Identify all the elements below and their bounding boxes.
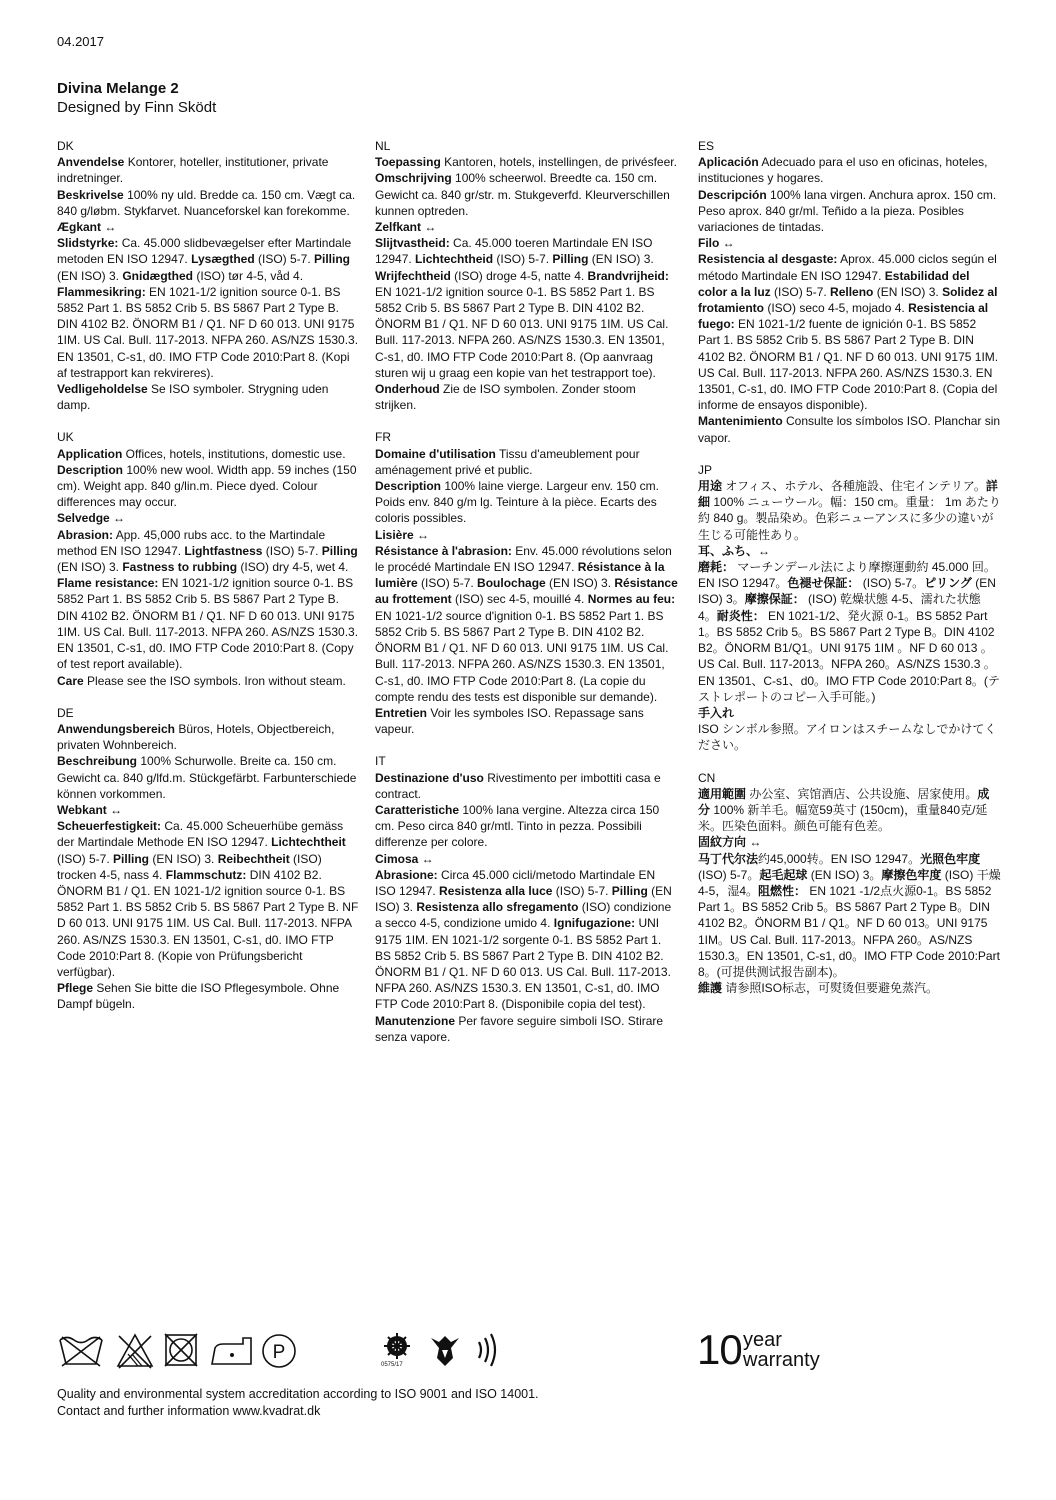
spec-label: Résistance à l'abrasion: (375, 543, 512, 558)
spec-paragraph (698, 478, 1001, 543)
spec-text: EN 1021-1/2、発火源 0-1。BS 5852 Part 1。BS 5852 Crib 5。BS 5867 Part 2 Type B。DIN 4102 B2。ÖNORM B1/Q1。UNI 9175 1IM 。NF D 60 013 。US Cal. Bull. 117-2013。NFPA 260。AS/NZS 1530.3 。EN 13501、C-s1、d0。IMO FTP Code 2010:Part 8。(テストレポートのコピー入手可能。) (698, 608, 1000, 704)
section-uk (57, 429, 360, 688)
european-ecolabel-icon (425, 1332, 465, 1370)
spec-label: Slidstyrke: (57, 236, 119, 251)
spec-label: 用途 (698, 479, 723, 494)
spec-paragraph (57, 187, 360, 219)
spec-paragraph (698, 721, 1001, 753)
spec-label: Selvedge ↔ (57, 511, 126, 526)
iron-low-icon (209, 1332, 255, 1368)
spec-label: Toepassing (375, 155, 441, 170)
spec-label: Wrijfechtheid (375, 268, 451, 283)
spec-paragraph (57, 753, 360, 802)
spec-text: 办公室、宾馆酒店、公共设施、居家使用。 (746, 786, 978, 801)
spec-text: 100% new wool. Width app. 59 inches (150 cm). Weight app. 840 g/lin.m. Piece dyed. Colour differences may occur. (57, 462, 357, 510)
spec-label: Résistance à la lumière (375, 560, 665, 591)
spec-label: 光照色牢度 (920, 851, 981, 866)
footer-accreditation: Quality and environmental system accreditation according to ISO 9001 and ISO 14001. (57, 1387, 539, 1401)
product-name: Divina Melange 2 (57, 80, 179, 97)
spec-label: Resistenza alla luce (439, 883, 553, 898)
spec-text: 100% 新羊毛。幅宽59英寸 (150cm)，重量840克/延米。匹染色面料。颜色可能有色差。 (698, 802, 988, 834)
spec-text: (EN ISO) 3. (375, 883, 672, 915)
spec-paragraph (57, 673, 360, 689)
spec-label: Pflege (57, 981, 94, 996)
spec-text: (ISO) 乾燥状態 4-5、濡れた状態 4。 (698, 592, 981, 623)
section-nl (375, 138, 678, 413)
spec-label: Lysægthed (191, 252, 255, 267)
section-fr (375, 429, 678, 737)
spec-label: Ægkant ↔ (57, 220, 117, 235)
spec-label: 手入れ (698, 705, 735, 720)
spec-paragraph (698, 154, 1001, 186)
spec-label: Application (57, 446, 123, 461)
spec-label: Anwendungsbereich (57, 721, 176, 736)
spec-paragraph (375, 219, 678, 235)
spec-text: EN 1021 -1/2点火源0-1。BS 5852 Part 1。BS 5852 Crib 5。BS 5867 Part 2 Type B。DIN 4102 B2。ÖNORM B1 / Q1。NF D 60 013。UNI 9175 1IM。US Cal. Bull. 117-2013。NFPA 260。AS/NZS 1530.3。EN 13501, C-s1, d0。IMO FTP Code 2010:Part 8。(可提供测试报告副本)。 (698, 883, 1000, 979)
spec-paragraph (375, 867, 678, 1013)
spec-text: 约45,000转。EN ISO 12947。 (758, 851, 921, 866)
spec-label: Manutenzione (375, 1013, 455, 1028)
spec-label: 阻燃性： (758, 883, 807, 898)
spec-paragraph (375, 170, 678, 219)
spec-text: 100% ニューウール。幅：150 cm。重量： 1m あたり約 840 g。製品染め。色彩ニューアンスに多少の違いが生じる可能性あり。 (698, 495, 1001, 542)
spec-paragraph (57, 802, 360, 818)
spec-text: Please see the ISO symbols. Iron without steam. (83, 673, 346, 688)
no-bleach-icon (115, 1332, 155, 1370)
spec-label: Lichtechtheit (271, 835, 346, 850)
spec-paragraph (375, 705, 678, 737)
spec-text: 100% lana vergine. Altezza circa 150 cm. Peso circa 840 gr/mtl. Tinto in pezza. Possibili differenze per colore. (375, 802, 660, 850)
spec-text: Tissu d'ameublement pour aménagement privé et public. (375, 446, 640, 477)
spec-paragraph (375, 381, 678, 413)
spec-text: Büros, Hotels, Objectbereich, privaten Wohnbereich. (57, 721, 335, 753)
spec-text: Env. 45.000 révolutions selon le procédé Martindale EN ISO 12947. (375, 543, 672, 575)
language-code-jp: JP (698, 462, 713, 477)
language-code-cn: CN (698, 770, 716, 785)
spec-label: 马丁代尔法 (698, 851, 759, 866)
spec-text: (ISO) 5-7. (254, 252, 314, 267)
section-de (57, 705, 360, 1013)
wash-40-icon (57, 1332, 105, 1368)
spec-label: Filo ↔ (698, 236, 735, 251)
spec-text: Rivestimento per imbottiti casa e contract. (375, 770, 661, 801)
spec-text: 100% lana virgen. Anchura aprox. 150 cm. Peso aprox. 840 gr/ml. Teñido a la pieza. Posibles variaciones de tintadas. (698, 187, 997, 235)
no-tumble-dry-icon (163, 1332, 199, 1368)
spec-text: (ISO) droge 4-5, natte 4. (450, 268, 588, 283)
spec-label: Abrasione: (375, 867, 438, 882)
spec-paragraph (375, 235, 678, 381)
cert-number: 0575/17 (381, 1362, 403, 1368)
spec-paragraph (698, 559, 1001, 705)
spec-label: Abrasion: (57, 527, 114, 542)
spec-label: 耳、ふち、↔ (698, 543, 771, 558)
spec-text: (ISO) 干燥4-5，湿4。 (698, 867, 1001, 898)
spec-label: Lightfastness (184, 543, 263, 558)
footer-contact: Contact and further information www.kvadrat.dk (57, 1404, 321, 1418)
spec-paragraph (698, 786, 1001, 835)
spec-text: EN 1021-1/2 ignition source 0-1. BS 5852 Part 1. BS 5852 Crib 5. BS 5867 Part 2 Type B. DIN 4102 B2. ÖNORM B1 / Q1. NF D 60 013. UNI 9175 1IM. US Cal. Bull. 117-2013. NFPA 260. AS/NZS 1530.3. EN 13501, C-s1, d0. IMO FTP Code 2010:Part 8. (Kopi af testrapport kan rekvireres). (57, 284, 359, 380)
spec-text: UNI 9175 1IM. EN 1021-1/2 sorgente 0-1. BS 5852 Part 1. BS 5852 Crib 5. BS 5867 Part 2 Type B. DIN 4102 B2. ÖNORM B1 / Q1. NF D 60 013. US Cal. Bull. 117-2013. NFPA 260. AS/NZS 1530.3. EN 13501, C-s1, d0. IMO FTP Code 2010:Part 8. (Disponibile copia del test). (375, 916, 671, 1012)
spec-text: (ISO) 5-7. (262, 543, 322, 558)
dry-clean-p-icon (260, 1332, 298, 1370)
spec-label: Cimosa ↔ (375, 851, 434, 866)
spec-label: Relleno (830, 284, 874, 299)
spec-label: 色褪せ保証： (787, 576, 860, 591)
spec-text: (ISO) 5-7. (493, 252, 553, 267)
spec-label: Descripción (698, 187, 767, 202)
spec-text: (ISO) 5-7。 (859, 576, 925, 591)
spec-label: Omschrijving (375, 171, 452, 186)
spec-label: Description (375, 479, 442, 494)
spec-paragraph (375, 446, 678, 478)
spec-paragraph (698, 851, 1001, 981)
spec-text: Aprox. 45.000 ciclos según el método Martindale EN ISO 12947. (698, 252, 997, 283)
spec-text: (ISO) 5-7。 (698, 867, 760, 882)
spec-label: Resistencia al desgaste: (698, 252, 838, 267)
spec-label: 適用範圍 (698, 786, 747, 801)
spec-paragraph (57, 154, 360, 186)
spec-paragraph (57, 446, 360, 462)
spec-paragraph (57, 510, 360, 526)
spec-label: 固紋方向 ↔ (698, 835, 762, 850)
warranty-word-warranty: warranty (743, 1349, 820, 1371)
spec-text: Zie de ISO symbolen. Zonder stoom strijken. (375, 382, 636, 413)
spec-text: Se ISO symboler. Strygning uden damp. (57, 382, 329, 413)
spec-text: (EN ISO) 3。 (698, 576, 996, 607)
spec-label: 起毛起球 (759, 867, 808, 882)
spec-label: Estabilidad del color a la luz (698, 268, 970, 299)
spec-text: (ISO) seco 4-5, mojado 4. (764, 301, 909, 316)
spec-text: (EN ISO) 3. (588, 252, 654, 267)
spec-paragraph (698, 705, 1001, 721)
spec-text: オフィス、ホテル、各種施設、住宅インテリア。 (722, 479, 986, 494)
spec-paragraph (375, 770, 678, 802)
spec-text: Voir les symboles ISO. Repassage sans vapeur. (375, 705, 644, 737)
spec-paragraph (698, 251, 1001, 413)
spec-label: Aplicación (698, 155, 759, 170)
section-cn (698, 770, 1001, 997)
spec-text: Kontorer, hoteller, institutioner, private indretninger. (57, 155, 329, 186)
spec-label: 摩擦色牢度 (881, 867, 942, 882)
spec-text: Adecuado para el uso en oficinas, hoteles, instituciones y hogares. (698, 155, 988, 186)
spec-text: Ca. 45.000 toeren Martindale EN ISO 12947. (375, 236, 653, 267)
spec-paragraph (698, 980, 1001, 996)
spec-text: (ISO) tør 4-5, våd 4. (193, 268, 304, 283)
spec-text: EN 1021-1/2 ignition source 0-1. BS 5852 Part 1. BS 5852 Crib 5. BS 5867 Part 2 Type B. DIN 4102 B2. ÖNORM B1 / Q1. NF D 60 013. UNI 9175 1IM. US Cal. Bull. 117-2013. NFPA 260. AS/NZS 1530.3. EN 13501, C-s1, d0. IMO FTP Code 2010:Part 8. (Op aanvraag sturen wij u graag een kopie van het testrapport toe). (375, 284, 669, 380)
spec-paragraph (375, 527, 678, 543)
spec-label: Vedligeholdelse (57, 382, 148, 397)
language-code-es: ES (698, 139, 715, 153)
spec-label: Onderhoud (375, 382, 440, 397)
language-code-it: IT (375, 754, 386, 769)
spec-label: Brandvrijheid: (587, 268, 669, 283)
issue-date: 04.2017 (57, 34, 104, 49)
spec-text: (ISO) trocken 4-5, nass 4. (57, 851, 322, 882)
spec-label: Lichtechtheid (415, 252, 494, 267)
spec-label: Beskrivelse (57, 187, 124, 202)
spec-text: Offices, hotels, institutions, domestic use. (122, 446, 346, 461)
product-heading (57, 79, 216, 117)
section-it (375, 753, 678, 1045)
oeko-wave-icon (473, 1332, 503, 1368)
column-right (698, 138, 1001, 1012)
spec-paragraph (698, 235, 1001, 251)
spec-text: (ISO) 5-7. (417, 576, 478, 591)
spec-paragraph (698, 187, 1001, 236)
section-dk (57, 138, 360, 413)
spec-paragraph (698, 543, 1001, 559)
spec-paragraph (57, 980, 360, 1012)
spec-label: 磨耗： (698, 560, 735, 575)
language-code-uk: UK (57, 430, 74, 445)
spec-label: Résistance au frottement (375, 576, 678, 607)
spec-label: Boulochage (477, 576, 546, 591)
spec-label: Destinazione d'uso (375, 770, 484, 785)
spec-text: (EN ISO) 3. (873, 284, 943, 299)
language-code-dk: DK (57, 139, 74, 153)
spec-label: 成分 (698, 786, 990, 817)
spec-label: Flammesikring: (57, 284, 146, 299)
spec-text: 100% Schurwolle. Breite ca. 150 cm. Gewicht ca. 840 g/lfd.m. Stückgefärbt. Farbunterschiede können vorkommen. (57, 754, 357, 801)
warranty-word-year: year (743, 1329, 782, 1351)
spec-label: Flame resistance: (57, 576, 159, 591)
spec-paragraph (57, 235, 360, 381)
spec-text: (EN ISO) 3. (545, 576, 615, 591)
spec-text: (ISO) condizione a secco 4-5, condizione umido 4. (375, 900, 672, 931)
spec-paragraph (57, 219, 360, 235)
spec-label: Zelfkant ↔ (375, 220, 437, 235)
spec-label: 詳細 (698, 479, 998, 510)
spec-label: Lisière ↔ (375, 527, 430, 542)
spec-text: (ISO) sec 4-5, mouillé 4. (451, 592, 588, 607)
spec-text: Circa 45.000 cicli/metodo Martindale EN ISO 12947. (375, 867, 656, 898)
spec-paragraph (375, 543, 678, 705)
spec-paragraph (57, 381, 360, 413)
spec-paragraph (698, 413, 1001, 445)
spec-label: Reibechtheit (217, 851, 290, 866)
spec-text: EN 1021-1/2 fuente de ignición 0-1. BS 5852 Part 1. BS 5852 Crib 5. BS 5867 Part 2 Type B. DIN 4102 B2. ÖNORM B1 / Q1. NF D 60 013. UNI 9175 1IM. US Cal. Bull. 117-2013. NFPA 260. AS/NZS 1530.3. EN 13501, C-s1, d0. IMO FTP Code 2010:Part 8. (Copia del informe de ensayos disponible). (698, 317, 999, 413)
spec-text: (ISO) 5-7. (57, 851, 114, 866)
spec-label: Resistencia al fuego: (698, 301, 989, 332)
section-jp (698, 462, 1001, 754)
spec-text: 100% ny uld. Bredde ca. 150 cm. Vægt ca. 840 g/løbm. Stykfarvet. Nuanceforskel kan forekomme. (57, 187, 356, 218)
spec-label: Entretien (375, 705, 428, 720)
spec-label: Beschreibung (57, 754, 138, 769)
section-es (698, 138, 1001, 446)
spec-paragraph (375, 802, 678, 851)
spec-label: Mantenimiento (698, 414, 783, 429)
spec-label: Pilling (314, 252, 350, 267)
spec-paragraph (375, 154, 678, 170)
spec-paragraph (375, 478, 678, 527)
spec-paragraph (698, 834, 1001, 850)
spec-paragraph (375, 851, 678, 867)
spec-paragraph (57, 818, 360, 980)
column-middle (375, 138, 678, 1061)
spec-paragraph (57, 721, 360, 753)
spec-label: Ignifugazione: (553, 916, 636, 931)
spec-label: Care (57, 673, 84, 688)
spec-text: 100% laine vierge. Largeur env. 150 cm. Poids env. 840 g/m lg. Teinture à la pièce. Ecarts des coloris possibles. (375, 479, 659, 526)
language-code-nl: NL (375, 139, 391, 153)
spec-text: (ISO) 5-7. (770, 284, 831, 299)
spec-label: Slijtvastheid: (375, 236, 450, 251)
spec-label: Caratteristiche (375, 802, 460, 817)
spec-text: (EN ISO) 3。 (807, 867, 882, 882)
spec-label: Solidez al frotamiento (698, 284, 998, 316)
spec-text: Ca. 45.000 slidbevægelser efter Martindale metoden EN ISO 12947. (57, 236, 352, 267)
spec-text: EN 1021-1/2 ignition source 0-1. BS 5852 Part 1. BS 5852 Crib 5. BS 5867 Part 2 Type B. DIN 4102 B2. ÖNORM B1 / Q1. NF D 60 013. UNI 9175 1IM. US Cal. Bull. 117-2013. NFPA 260. AS/NZS 1530.3. EN 13501, C-s1, d0. IMO FTP Code 2010:Part 8. (Copy of test report available). (57, 576, 359, 672)
spec-text: (EN ISO) 3. (57, 560, 123, 575)
spec-text: ISO シンボル参照。アイロンはスチームなしでかけてください。 (698, 722, 997, 753)
spec-label: Pilling (611, 883, 648, 898)
warranty-years: 10 (697, 1326, 742, 1373)
spec-text: Consulte los símbolos ISO. Planchar sin vapor. (698, 414, 1001, 445)
spec-label: Fastness to rubbing (122, 560, 238, 575)
spec-label: Description (57, 462, 124, 477)
spec-label: Normes au feu: (587, 592, 676, 607)
spec-text: (ISO) 5-7. (552, 883, 612, 898)
spec-label: 維護 (698, 981, 723, 996)
spec-text: マーチンデール法により摩擦運動約 45.000 回。EN ISO 12947。 (698, 560, 996, 591)
spec-paragraph (375, 1013, 678, 1045)
spec-label: 摩擦保証： (744, 592, 805, 607)
spec-label: Anvendelse (57, 155, 125, 170)
spec-label: Pilling (552, 252, 589, 267)
spec-label: ピリング (924, 576, 972, 591)
svg-text:P: P (272, 1342, 286, 1363)
spec-text: 100% scheerwol. Breedte ca. 150 cm. Gewicht ca. 840 gr/str. m. Stukgeverfd. Kleurverschillen kunnen optreden. (375, 171, 670, 218)
language-code-fr: FR (375, 430, 391, 445)
designer-credit: Designed by Finn Sködt (57, 99, 217, 116)
spec-text: Kantoren, hotels, instellingen, de privésfeer. (440, 155, 677, 170)
spec-label: 耐炎性： (716, 608, 765, 623)
spec-paragraph (57, 527, 360, 673)
spec-text: Sehen Sie bitte die ISO Pflegesymbole. Ohne Dampf bügeln. (57, 981, 340, 1012)
spec-text: App. 45,000 rubs acc. to the Martindale method EN ISO 12947. (57, 527, 326, 558)
spec-text: DIN 4102 B2. ÖNORM B1 / Q1. EN 1021-1/2 ignition source 0-1. BS 5852 Part 1. BS 5852 Crib 5. BS 5867 Part 2 Type B. NF D 60 013. UNI 9175 1IM. US Cal. Bull. 117-2013. NFPA 260. AS/NZS 1530.3. EN 13501, C-s1, d0. IMO FTP Code 2010:Part 8. (Kopie von Prüfungsbericht verfügbar). (57, 867, 359, 979)
spec-text: (ISO) dry 4-5, wet 4. (237, 560, 349, 575)
spec-label: Flammschutz: (165, 867, 247, 882)
spec-text: (EN ISO) 3. (149, 851, 218, 866)
spec-text: 请参照ISO标志，可熨烫但要避免蒸汽。 (722, 981, 939, 996)
language-code-de: DE (57, 705, 74, 720)
column-left (57, 138, 360, 1029)
spec-text: Per favore seguire simboli ISO. Stirare senza vapore. (375, 1013, 664, 1044)
spec-label: Pilling (113, 851, 150, 866)
spec-label: Pilling (321, 543, 358, 558)
spec-text: (EN ISO) 3. (57, 268, 123, 283)
spec-paragraph (57, 462, 360, 511)
spec-label: Scheuerfestigkeit: (57, 819, 162, 834)
spec-text: EN 1021-1/2 source d'ignition 0-1. BS 5852 Part 1. BS 5852 Crib 5. BS 5867 Part 2 Type B. DIN 4102 B2. ÖNORM B1 / Q1. NF D 60 013. UNI 9175 1IM. US Cal. Bull. 117-2013. NFPA 260. AS/NZS 1530.3. EN 13501, C-s1, d0. IMO FTP Code 2010:Part 8. (La copie du compte rendu des tests est disponible sur demande). (375, 608, 669, 704)
footer (57, 1386, 539, 1420)
spec-label: Resistenza allo sfregamento (416, 900, 579, 915)
spec-label: Domaine d'utilisation (375, 446, 496, 461)
spec-text: Ca. 45.000 Scheuerhübe gemäss der Martindale Methode EN ISO 12947. (57, 819, 344, 850)
spec-label: Gnidægthed (122, 268, 194, 283)
spec-label: Webkant ↔ (57, 802, 123, 817)
